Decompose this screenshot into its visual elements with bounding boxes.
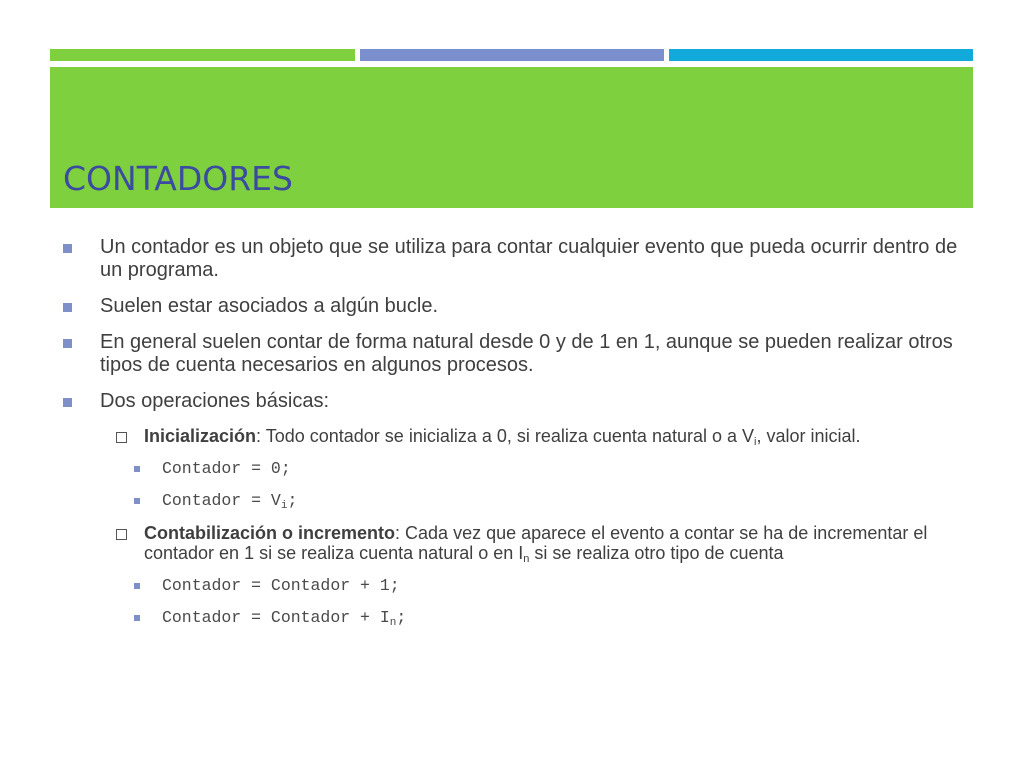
- square-bullet-icon: [63, 398, 72, 407]
- code-line: [60, 491, 965, 511]
- code-subscript: i: [280, 500, 288, 512]
- sub-item-increment: [60, 523, 965, 563]
- small-square-bullet-icon: [134, 466, 140, 472]
- code-line: [60, 459, 965, 479]
- square-bullet-icon: [63, 339, 72, 348]
- bullet-text: Dos operaciones básicas:: [100, 390, 330, 412]
- bullet-item: [60, 390, 965, 413]
- subscript: n: [523, 553, 530, 565]
- initialization-text: : Todo contador se inicializa a 0, si realiza cuenta natural o a V: [256, 426, 755, 446]
- square-bullet-icon: [63, 244, 72, 253]
- bullet-item: [60, 331, 965, 377]
- small-square-bullet-icon: [134, 583, 140, 589]
- small-square-bullet-icon: [134, 498, 140, 504]
- code-text: Contador = Contador + 1;: [162, 576, 400, 595]
- term-increment: Contabilización o incremento: [144, 523, 396, 543]
- slide-content: [60, 236, 965, 640]
- increment-text: : Cada vez que aparece el evento a contar se ha de incrementar el contador en 1 si se realiza cuenta natural o en I: [144, 523, 928, 563]
- bullet-text: En general suelen contar de forma natural desde 0 y de 1 en 1, aunque se pueden realizar otros tipos de cuenta necesarios en algunos procesos.: [100, 331, 953, 376]
- code-text: Contador = Contador + I: [162, 608, 390, 627]
- initialization-text-end: , valor inicial.: [756, 426, 861, 446]
- accent-bar-blue: [360, 49, 664, 61]
- accent-bar-cyan: [669, 49, 973, 61]
- bullet-item: [60, 236, 965, 282]
- code-subscript: n: [389, 617, 397, 629]
- code-line: [60, 576, 965, 596]
- code-text: Contador = 0;: [162, 459, 291, 478]
- term-initialization: Inicialización: [144, 426, 257, 446]
- square-bullet-icon: [63, 303, 72, 312]
- hollow-square-bullet-icon: [116, 529, 127, 540]
- code-text: Contador = V: [162, 491, 281, 510]
- subscript: i: [754, 436, 757, 448]
- bullet-text: Suelen estar asociados a algún bucle.: [100, 295, 439, 317]
- sub-item-initialization: [60, 426, 965, 446]
- code-text-end: ;: [287, 491, 298, 510]
- increment-text-end: si se realiza otro tipo de cuenta: [529, 543, 784, 563]
- hollow-square-bullet-icon: [116, 432, 127, 443]
- bullet-item: [60, 295, 965, 318]
- bullet-text: Un contador es un objeto que se utiliza para contar cualquier evento que pueda ocurrir dentro de un programa.: [100, 236, 958, 281]
- small-square-bullet-icon: [134, 615, 140, 621]
- slide-title: CONTADORES: [63, 159, 293, 198]
- accent-bar-green: [50, 49, 355, 61]
- title-band: [50, 67, 973, 208]
- code-line: [60, 608, 965, 628]
- code-text-end: ;: [396, 608, 407, 627]
